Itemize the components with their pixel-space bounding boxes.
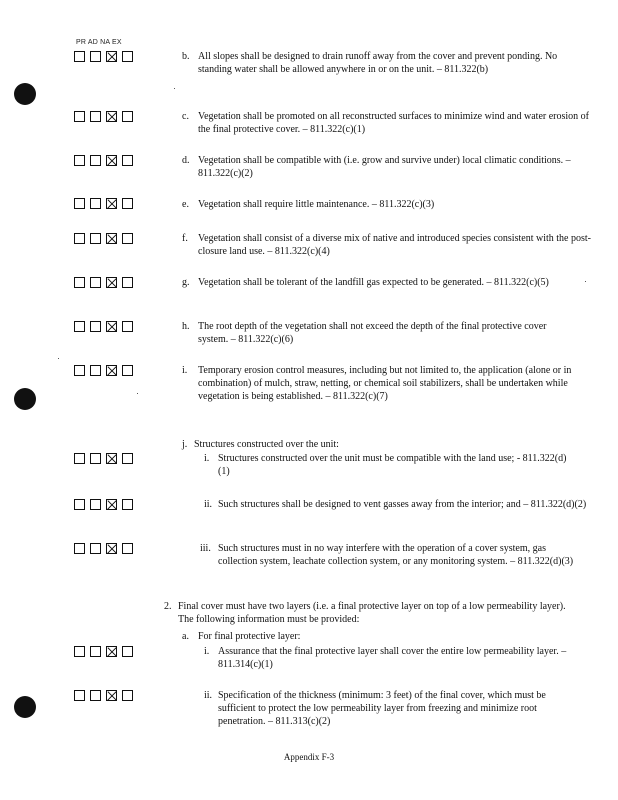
checkbox-ad[interactable] [90,51,101,62]
checkbox-ad[interactable] [90,646,101,657]
item-label: i. [204,646,210,657]
checkbox-row [74,233,133,244]
item-label: i. [204,453,210,464]
item-text: The root depth of the vegetation shall not exceed the depth of the final protective cover system. – 811.322(c)(6) [198,321,547,345]
checkbox-ex[interactable] [122,198,133,209]
checkbox-ad[interactable] [90,453,101,464]
checkbox-na[interactable] [106,365,117,376]
item-text: Assurance that the final protective layer shall cover the entire low permeability layer. – 811.314(c)(1) [218,646,567,670]
checkbox-row [74,111,133,122]
checkbox-na[interactable] [106,499,117,510]
checkbox-row [74,543,133,554]
checkbox-pr[interactable] [74,198,85,209]
checkbox-row [74,646,133,657]
checkbox-row [74,321,133,332]
item-text: Such structures must in no way interfere with the operation of a cover system, gas collection system, leachate collection system, or any monitoring system. – 811.322(d)(3) [218,543,574,567]
checkbox-pr[interactable] [74,646,85,657]
checkbox-ad[interactable] [90,233,101,244]
checkbox-pr[interactable] [74,155,85,166]
punch-hole [14,696,36,718]
checkbox-row [74,499,133,510]
checkbox-row [74,51,133,62]
checkbox-ex[interactable] [122,365,133,376]
checkbox-pr[interactable] [74,51,85,62]
checkbox-na[interactable] [106,198,117,209]
item-text: Structures constructed over the unit: [194,439,339,450]
checkbox-na[interactable] [106,155,117,166]
item-text: Vegetation shall require little maintenance. – 811.322(c)(3) [198,199,435,210]
checkbox-ex[interactable] [122,111,133,122]
item-text: Structures constructed over the unit must be compatible with the land use; - 811.322(d)(1) [218,453,567,477]
punch-hole [14,83,36,105]
checkbox-pr[interactable] [74,321,85,332]
checkbox-row [74,453,133,464]
checkbox-ex[interactable] [122,499,133,510]
item-label: f. [182,233,188,244]
item-text: For final protective layer: [198,631,301,642]
checkbox-pr[interactable] [74,233,85,244]
item-label: ii. [204,499,213,510]
item-text: Vegetation shall consist of a diverse mix of native and introduced species consistent with the post-closure land use. – 811.322(c)(4) [198,233,591,257]
checkbox-na[interactable] [106,646,117,657]
checkbox-na[interactable] [106,321,117,332]
checkbox-ex[interactable] [122,233,133,244]
checkbox-pr[interactable] [74,277,85,288]
item-text: Such structures shall be designed to vent gasses away from the interior; and – 811.322(d)(2) [218,499,587,510]
checkbox-ad[interactable] [90,365,101,376]
punch-hole [14,388,36,410]
item-text: Temporary erosion control measures, including but not limited to, the application (alone or in combination) of mulch, straw, netting, or chemical soil stabilizers, shall be undertaken while vegetation is being established. – 811.322(c)(7) [198,365,572,402]
checkbox-pr[interactable] [74,365,85,376]
item-label: g. [182,277,190,288]
item-label: 2. [164,601,172,612]
checkbox-pr[interactable] [74,690,85,701]
checkbox-row [74,690,133,701]
checkbox-row [74,277,133,288]
checkbox-pr[interactable] [74,453,85,464]
scan-speck [585,281,586,282]
item-label: e. [182,199,189,210]
checkbox-ad[interactable] [90,543,101,554]
checkbox-pr[interactable] [74,111,85,122]
checkbox-column-header: PR AD NA EX [76,39,122,46]
item-label: d. [182,155,190,166]
item-label: j. [182,439,188,450]
checkbox-na[interactable] [106,543,117,554]
checkbox-pr[interactable] [74,543,85,554]
checkbox-ex[interactable] [122,277,133,288]
checkbox-na[interactable] [106,111,117,122]
checkbox-ad[interactable] [90,277,101,288]
item-text: Vegetation shall be tolerant of the landfill gas expected to be generated. – 811.322(c)(5) [198,277,549,288]
item-label: c. [182,111,189,122]
checkbox-ex[interactable] [122,543,133,554]
checkbox-ex[interactable] [122,453,133,464]
item-text: Vegetation shall be promoted on all reconstructed surfaces to minimize wind and water erosion of the final protective cover. – 811.322(c)(1) [198,111,589,135]
checkbox-pr[interactable] [74,499,85,510]
checkbox-ex[interactable] [122,51,133,62]
item-text: Vegetation shall be compatible with (i.e. grow and survive under) local climatic conditions. – 811.322(c)(2) [198,155,571,179]
scan-speck [174,88,175,89]
checkbox-ad[interactable] [90,111,101,122]
checkbox-na[interactable] [106,51,117,62]
checkbox-na[interactable] [106,277,117,288]
checkbox-ad[interactable] [90,499,101,510]
checkbox-ad[interactable] [90,155,101,166]
checkbox-ex[interactable] [122,321,133,332]
page-footer: Appendix F-3 [283,752,335,762]
checkbox-ex[interactable] [122,690,133,701]
item-text: Specification of the thickness (minimum: 3 feet) of the final cover, which must be sufficient to protect the low permeability layer from freezing and minimize root penetration. – 811.313(c)(2) [218,690,546,727]
checkbox-ad[interactable] [90,198,101,209]
item-label: a. [182,631,189,642]
checkbox-na[interactable] [106,690,117,701]
item-text: All slopes shall be designed to drain runoff away from the cover and prevent ponding. No standing water shall be allowed anywhere in or on the unit. – 811.322(b) [198,51,558,75]
scan-speck [58,358,59,359]
item-label: iii. [200,543,211,554]
item-label: i. [182,365,188,376]
checkbox-row [74,155,133,166]
checkbox-row [74,198,133,209]
checkbox-ex[interactable] [122,155,133,166]
item-label: b. [182,51,190,62]
checkbox-na[interactable] [106,453,117,464]
checkbox-ad[interactable] [90,321,101,332]
checkbox-row [74,365,133,376]
checkbox-ex[interactable] [122,646,133,657]
item-text: Final cover must have two layers (i.e. a final protective layer on top of a low permeability layer). The following information must be provided: [178,601,566,625]
checkbox-ad[interactable] [90,690,101,701]
item-label: h. [182,321,190,332]
scan-speck [137,393,138,394]
checkbox-na[interactable] [106,233,117,244]
item-label: ii. [204,690,213,701]
